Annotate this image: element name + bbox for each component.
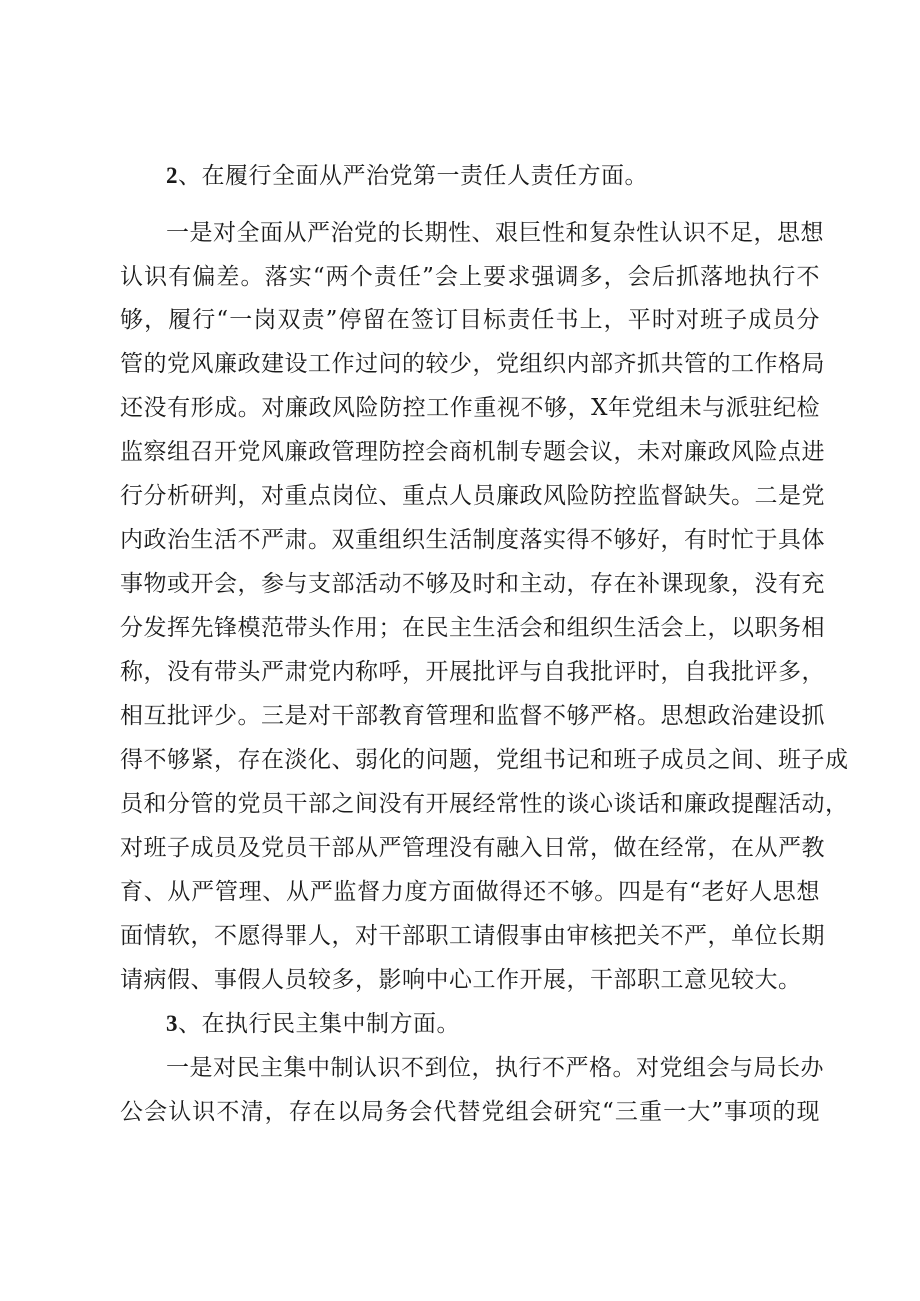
paragraph-line: 分发挥先锋模范带头作用；在民主生活会和组织生活会上，以职务相 bbox=[120, 615, 825, 641]
paragraph-line: 一是对全面从严治党的长期性、艰巨性和复杂性认识不足，思想 bbox=[166, 220, 824, 246]
paragraph-line: 事物或开会，参与支部活动不够及时和主动，存在补课现象，没有充 bbox=[120, 571, 825, 597]
section-heading-3 bbox=[166, 1005, 460, 1043]
heading-text: 、在执行民主集中制方面。 bbox=[178, 1011, 460, 1037]
paragraph-line: 认识有偏差。落实“两个责任”会上要求强调多，会后抓落地执行不 bbox=[120, 264, 820, 290]
paragraph-line: 管的党风廉政建设工作过问的较少，党组织内部齐抓共管的工作格局 bbox=[120, 351, 825, 377]
paragraph-line: 对班子成员及党员干部从严管理没有融入日常，做在经常，在从严教 bbox=[120, 835, 825, 861]
paragraph-line: 称，没有带头严肃党内称呼，开展批评与自我批评时，自我批评多， bbox=[120, 659, 825, 685]
paragraph-line: 相互批评少。三是对干部教育管理和监督不够严格。思想政治建设抓 bbox=[120, 703, 825, 729]
paragraph-line: 行分析研判，对重点岗位、重点人员廉政风险防控监督缺失。二是党 bbox=[120, 483, 825, 509]
paragraph-line: 面情软，不愿得罪人，对干部职工请假事由审核把关不严，单位长期 bbox=[120, 923, 825, 949]
section-heading-2 bbox=[166, 157, 648, 195]
paragraph-line: 公会认识不清，存在以局务会代替党组会研究“三重一大”事项的现 bbox=[120, 1099, 820, 1125]
paragraph-line: 一是对民主集中制认识不到位，执行不严格。对党组会与局长办 bbox=[166, 1055, 824, 1081]
paragraph-line: 够，履行“一岗双责”停留在签订目标责任书上，平时对班子成员分 bbox=[120, 307, 820, 333]
paragraph-line: 育、从严管理、从严监督力度方面做得还不够。四是有“老好人思想 bbox=[120, 879, 820, 905]
paragraph-line: 还没有形成。对廉政风险防控工作重视不够，X年党组未与派驻纪检 bbox=[120, 395, 820, 421]
paragraph-line: 内政治生活不严肃。双重组织生活制度落实得不够好，有时忙于具体 bbox=[120, 527, 825, 553]
heading-number: 3 bbox=[166, 1011, 178, 1036]
heading-text: 、在履行全面从严治党第一责任人责任方面。 bbox=[178, 163, 648, 189]
heading-number: 2 bbox=[166, 163, 178, 188]
paragraph-line: 请病假、事假人员较多，影响中心工作开展，干部职工意见较大。 bbox=[120, 967, 802, 993]
paragraph-line: 得不够紧，存在淡化、弱化的问题，党组书记和班子成员之间、班子成 bbox=[120, 747, 849, 773]
paragraph-line: 员和分管的党员干部之间没有开展经常性的谈心谈话和廉政提醒活动， bbox=[120, 791, 849, 817]
paragraph-line: 监察组召开党风廉政管理防控会商机制专题会议，未对廉政风险点进 bbox=[120, 439, 825, 465]
